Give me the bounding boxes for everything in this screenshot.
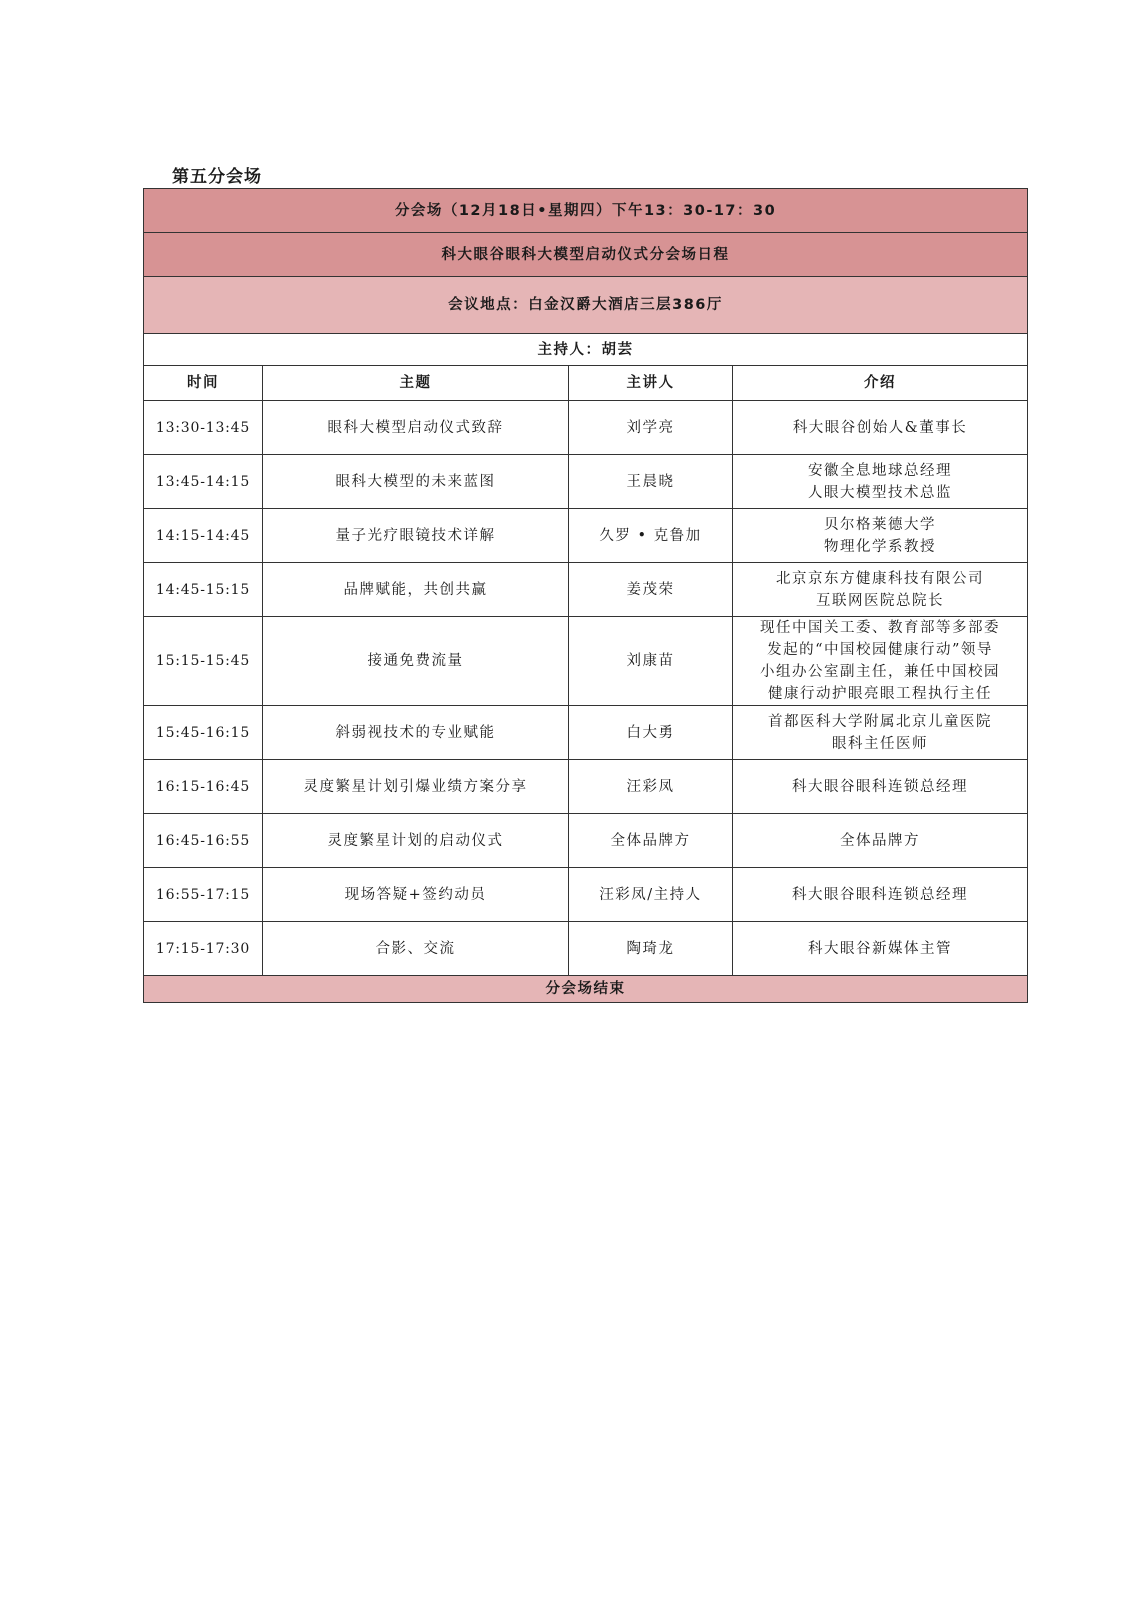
session-time: 13:30-13:45 bbox=[144, 401, 263, 455]
column-header-row bbox=[144, 366, 1028, 401]
session-row bbox=[144, 922, 1028, 976]
session-topic: 品牌赋能，共创共赢 bbox=[263, 563, 569, 617]
session-intro bbox=[733, 760, 1028, 814]
session-time: 17:15-17:30 bbox=[144, 922, 263, 976]
agenda-table bbox=[143, 188, 1028, 1003]
session-intro-line: 安徽全息地球总经理 bbox=[808, 462, 953, 479]
session-speaker: 全体品牌方 bbox=[569, 814, 733, 868]
session-speaker: 陶琦龙 bbox=[569, 922, 733, 976]
session-topic: 合影、交流 bbox=[263, 922, 569, 976]
column-header-topic: 主题 bbox=[263, 366, 569, 401]
session-row bbox=[144, 868, 1028, 922]
session-intro-line: 科大眼谷眼科连锁总经理 bbox=[792, 886, 969, 903]
session-speaker: 白大勇 bbox=[569, 706, 733, 760]
session-intro-line: 健康行动护眼亮眼工程执行主任 bbox=[768, 686, 993, 702]
session-intro-line: 全体品牌方 bbox=[840, 832, 921, 849]
session-time: 14:15-14:45 bbox=[144, 509, 263, 563]
session-intro-line: 科大眼谷新媒体主管 bbox=[808, 940, 953, 957]
session-speaker: 汪彩凤 bbox=[569, 760, 733, 814]
section-heading: 第五分会场 bbox=[172, 167, 262, 187]
session-speaker: 刘学亮 bbox=[569, 401, 733, 455]
session-topic: 接通免费流量 bbox=[263, 617, 569, 706]
session-intro-line: 贝尔格莱德大学 bbox=[824, 516, 937, 533]
session-row bbox=[144, 760, 1028, 814]
session-speaker: 刘康苗 bbox=[569, 617, 733, 706]
session-intro-line: 首都医科大学附属北京儿童医院 bbox=[768, 713, 993, 730]
venue-text: 会议地点：白金汉爵大酒店三层386厅 bbox=[144, 277, 1028, 334]
column-header-time: 时间 bbox=[144, 366, 263, 401]
session-topic: 眼科大模型的未来蓝图 bbox=[263, 455, 569, 509]
session-intro bbox=[733, 617, 1028, 706]
column-header-intro: 介绍 bbox=[733, 366, 1028, 401]
date-banner: 分会场（12月18日•星期四）下午13：30-17：30 bbox=[144, 189, 1028, 233]
session-speaker: 汪彩凤/主持人 bbox=[569, 868, 733, 922]
session-intro bbox=[733, 706, 1028, 760]
session-intro-line: 小组办公室副主任，兼任中国校园 bbox=[760, 664, 1001, 680]
session-topic: 现场答疑+签约动员 bbox=[263, 868, 569, 922]
session-time: 16:55-17:15 bbox=[144, 868, 263, 922]
session-speaker: 久罗 • 克鲁加 bbox=[569, 509, 733, 563]
session-intro-line: 发起的“中国校园健康行动”领导 bbox=[767, 642, 993, 658]
session-topic: 灵度繁星计划的启动仪式 bbox=[263, 814, 569, 868]
session-topic: 眼科大模型启动仪式致辞 bbox=[263, 401, 569, 455]
session-intro bbox=[733, 563, 1028, 617]
session-time: 16:15-16:45 bbox=[144, 760, 263, 814]
session-intro bbox=[733, 455, 1028, 509]
session-intro bbox=[733, 509, 1028, 563]
session-row bbox=[144, 563, 1028, 617]
agenda-title: 科大眼谷眼科大模型启动仪式分会场日程 bbox=[144, 233, 1028, 277]
session-intro-line: 眼科主任医师 bbox=[832, 735, 929, 752]
session-row bbox=[144, 509, 1028, 563]
session-speaker: 姜茂荣 bbox=[569, 563, 733, 617]
venue-banner-row bbox=[144, 277, 1028, 334]
session-row bbox=[144, 401, 1028, 455]
session-intro-line: 现任中国关工委、教育部等多部委 bbox=[760, 620, 1001, 636]
session-time: 13:45-14:15 bbox=[144, 455, 263, 509]
session-intro-line: 科大眼谷创始人&董事长 bbox=[792, 419, 968, 436]
session-intro-line: 人眼大模型技术总监 bbox=[808, 484, 953, 501]
session-intro-line: 物理化学系教授 bbox=[824, 538, 937, 555]
column-header-speaker: 主讲人 bbox=[569, 366, 733, 401]
session-intro bbox=[733, 814, 1028, 868]
host-text: 主持人：胡芸 bbox=[144, 334, 1028, 366]
session-time: 14:45-15:15 bbox=[144, 563, 263, 617]
session-intro-line: 北京京东方健康科技有限公司 bbox=[776, 570, 985, 587]
session-row bbox=[144, 617, 1028, 706]
date-banner-row bbox=[144, 189, 1028, 233]
session-row bbox=[144, 706, 1028, 760]
session-intro bbox=[733, 868, 1028, 922]
session-time: 15:15-15:45 bbox=[144, 617, 263, 706]
session-row bbox=[144, 814, 1028, 868]
session-intro-line: 科大眼谷眼科连锁总经理 bbox=[792, 778, 969, 795]
session-speaker: 王晨晓 bbox=[569, 455, 733, 509]
footer-row bbox=[144, 976, 1028, 1003]
footer-text: 分会场结束 bbox=[144, 976, 1028, 1003]
host-row bbox=[144, 334, 1028, 366]
session-row bbox=[144, 455, 1028, 509]
session-intro bbox=[733, 922, 1028, 976]
session-intro bbox=[733, 401, 1028, 455]
session-topic: 斜弱视技术的专业赋能 bbox=[263, 706, 569, 760]
title-banner-row bbox=[144, 233, 1028, 277]
session-time: 16:45-16:55 bbox=[144, 814, 263, 868]
session-topic: 量子光疗眼镜技术详解 bbox=[263, 509, 569, 563]
session-time: 15:45-16:15 bbox=[144, 706, 263, 760]
session-intro-line: 互联网医院总院长 bbox=[816, 592, 945, 609]
session-topic: 灵度繁星计划引爆业绩方案分享 bbox=[263, 760, 569, 814]
